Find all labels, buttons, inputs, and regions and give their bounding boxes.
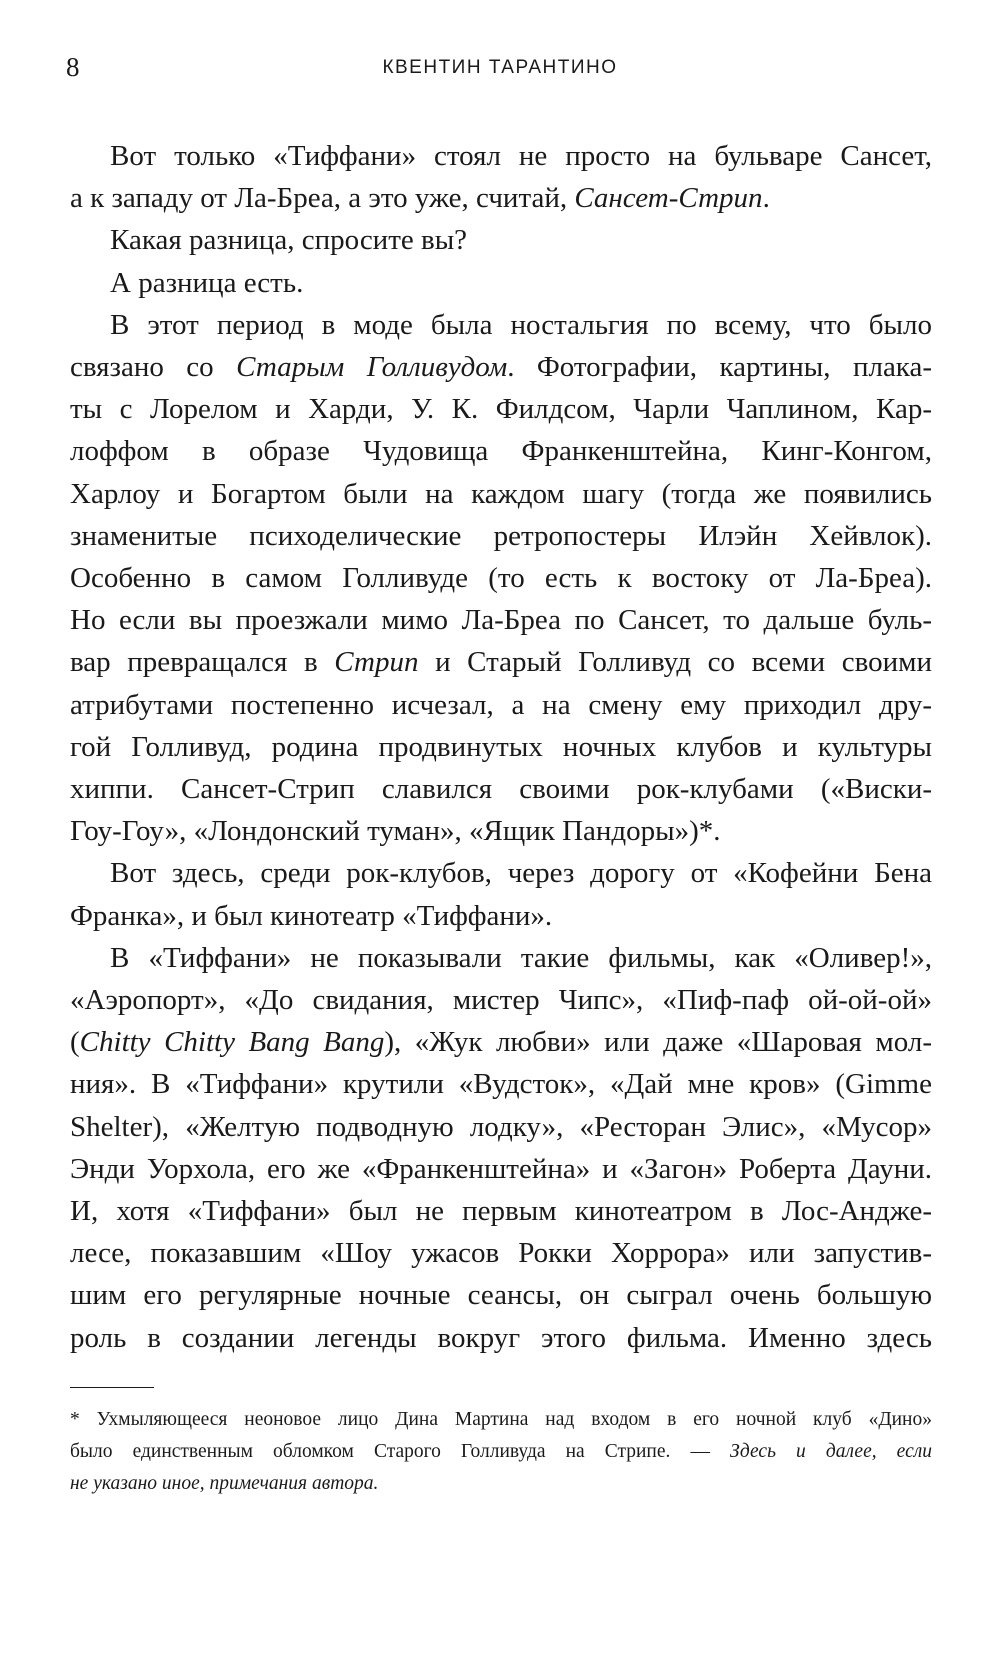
text-line: В «Тиффани» не показывали такие фильмы, как «Оливер!», (110, 941, 932, 974)
text-line: вар превращался в Стрип и Старый Голливуд со всеми своими (70, 646, 932, 679)
text-line: связано со Старым Голливудом. Фотографии, картины, плака- (70, 351, 932, 384)
italic-text: Сансет-Стрип (574, 182, 763, 215)
text-line: хиппи. Сансет-Стрип славился своими рок-клубами («Виски- (70, 773, 932, 806)
page-header (66, 52, 934, 88)
text-line: Вот только «Тиффани» стоял не просто на бульваре Сансет, (110, 140, 932, 172)
text-line: знаменитые психоделические ретропостеры Илэйн Хейвлок). (70, 519, 932, 552)
text-line: Энди Уорхола, его же «Франкенштейна» и «Загон» Роберта Дауни. (70, 1152, 932, 1185)
text-line: (Chitty Chitty Bang Bang), «Жук любви» или даже «Шаровая мол- (70, 1026, 932, 1059)
italic-text: не указано иное, примечания автора. (70, 1473, 379, 1494)
paragraph (70, 852, 932, 936)
text-line: И, хотя «Тиффани» был не первым кинотеатром в Лос-Андже- (70, 1195, 932, 1228)
text-line: «Аэропорт», «До свидания, мистер Чипс», «Пиф-паф ой-ой-ой» (70, 984, 932, 1017)
text-line: В этот период в моде была ностальгия по всему, что было (110, 308, 932, 341)
paragraph (70, 304, 932, 853)
footnote (70, 1404, 932, 1500)
text-line: Но если вы проезжали мимо Ла-Бреа по Сансет, то дальше буль- (70, 604, 932, 637)
text-line: Харлоу и Богартом были на каждом шагу (тогда же появились (70, 477, 932, 510)
text-line: Особенно в самом Голливуде (то есть к востоку от Ла-Бреа). (70, 562, 932, 595)
text-line: ния». В «Тиффани» крутили «Вудсток», «Дай мне кров» (Gimme (70, 1068, 932, 1101)
text-line: Франка», и был кинотеатр «Тиффани». (70, 899, 553, 932)
paragraph (70, 135, 932, 219)
text-line: Гоу-Гоу», «Лондонский туман», «Ящик Пандоры»)*. (70, 815, 721, 848)
footnote-divider (70, 1387, 154, 1388)
text-line: А разница есть. (110, 266, 304, 299)
running-head: КВЕНТИН ТАРАНТИНО (382, 57, 618, 78)
paragraph (70, 219, 932, 261)
text-line: роль в создании легенды вокруг этого фильма. Именно здесь (70, 1321, 932, 1354)
paragraph (70, 262, 932, 304)
footnote-line: * Ухмыляющееся неоновое лицо Дина Мартина над входом в его ночной клуб «Дино» (70, 1409, 932, 1430)
text-line: атрибутами постепенно исчезал, а на смену ему приходил дру- (70, 688, 932, 721)
footnote-line: было единственным обломком Старого Голливуда на Стрипе. — Здесь и далее, если (70, 1441, 932, 1462)
page-number: 8 (66, 52, 80, 82)
text-line: гой Голливуд, родина продвинутых ночных клубов и культуры (70, 730, 932, 763)
text-line: Какая разница, спросите вы? (110, 224, 468, 257)
text-line: Вот здесь, среди рок-клубов, через дорогу от «Кофейни Бена (110, 857, 932, 890)
paragraph (70, 937, 932, 1359)
italic-text: Старым Голливудом (236, 351, 508, 384)
italic-text: Стрип (334, 646, 419, 679)
italic-text: Здесь и далее, если (730, 1441, 932, 1462)
text-line: а к западу от Ла-Бреа, а это уже, считай, Сансет-Стрип. (70, 182, 770, 215)
text-line: ты с Лорелом и Харди, У. К. Филдсом, Чарли Чаплином, Кар- (70, 393, 932, 426)
text-line: шим его регулярные ночные сеансы, он сыграл очень большую (70, 1279, 932, 1312)
footnote-line (70, 1468, 932, 1500)
text-line: лоффом в образе Чудовища Франкенштейна, Кинг-Конгом, (70, 435, 932, 468)
italic-text: Chitty Chitty Bang Bang (79, 1026, 385, 1059)
main-text (70, 135, 932, 1359)
text-line: Shelter), «Желтую подводную лодку», «Ресторан Элис», «Мусор» (70, 1110, 932, 1143)
text-line: лесе, показавшим «Шоу ужасов Рокки Хоррора» или запустив- (70, 1237, 932, 1270)
